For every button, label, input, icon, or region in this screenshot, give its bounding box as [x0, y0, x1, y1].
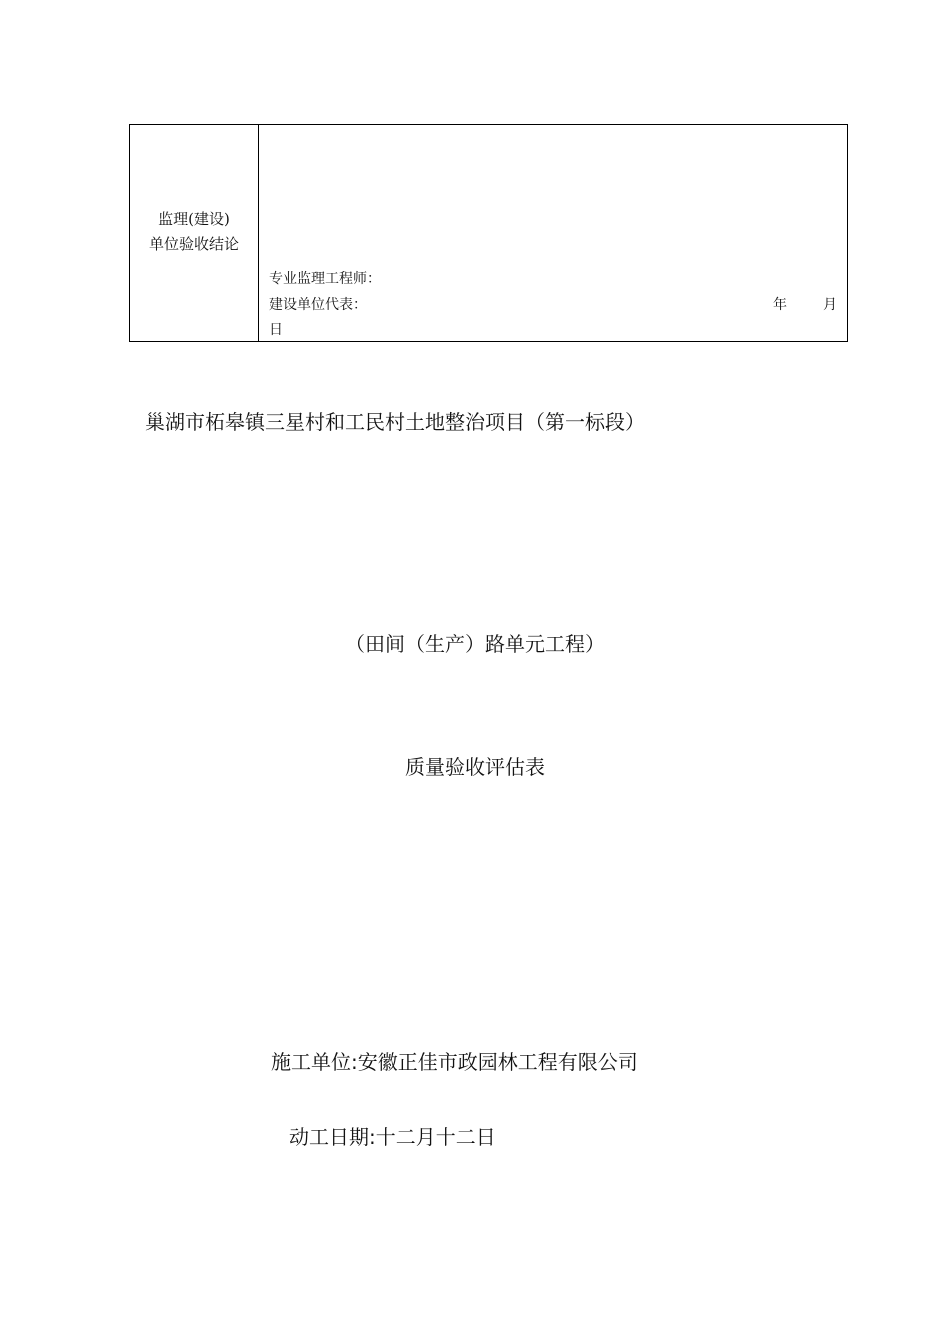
date-month-label: 月	[823, 297, 837, 313]
owner-representative-label: 建设单位代表：	[269, 297, 367, 313]
project-title: 巢湖市柘皋镇三星村和工民村土地整治项目（第一标段）	[145, 410, 645, 434]
acceptance-label-cell	[130, 207, 258, 257]
acceptance-signoff-table	[129, 124, 848, 342]
form-title: 质量验收评估表	[405, 755, 545, 779]
engineer-signature-label: 专业监理工程师：	[269, 271, 381, 287]
acceptance-label-line-2: 单位验收结论	[148, 235, 239, 253]
contractor-line: 施工单位:安徽正佳市政园林工程有限公司	[271, 1050, 638, 1074]
date-year-label: 年	[773, 297, 787, 313]
acceptance-label-line-1: 监理(建设)	[158, 210, 230, 228]
table-column-divider	[258, 125, 259, 341]
start-date-line: 动工日期:十二月十二日	[289, 1125, 496, 1149]
date-day-label: 日	[269, 322, 283, 338]
unit-project-title: （田间（生产）路单元工程）	[345, 632, 605, 656]
